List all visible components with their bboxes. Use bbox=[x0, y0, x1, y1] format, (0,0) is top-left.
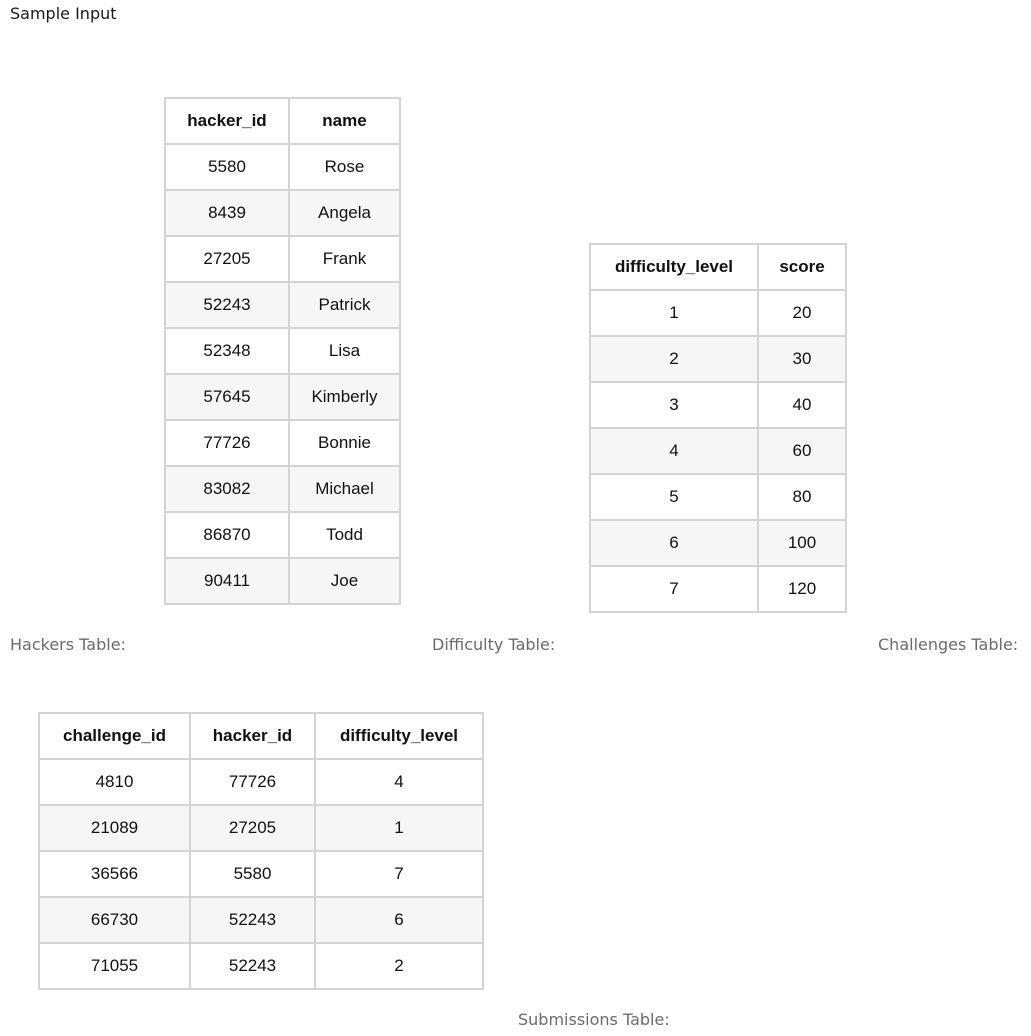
table-cell: 4 bbox=[315, 759, 483, 805]
table-row bbox=[165, 420, 400, 466]
table-cell: 4 bbox=[590, 428, 758, 474]
hackers-table-caption: Hackers Table: bbox=[10, 635, 126, 654]
table-cell: 27205 bbox=[190, 805, 315, 851]
table-cell: 80 bbox=[758, 474, 846, 520]
table-row bbox=[590, 474, 846, 520]
table-row bbox=[590, 520, 846, 566]
table-row bbox=[39, 897, 483, 943]
column-header-score: score bbox=[758, 244, 846, 290]
table-row bbox=[590, 566, 846, 612]
challenges-table bbox=[38, 712, 484, 990]
table-cell: 100 bbox=[758, 520, 846, 566]
table-cell: 4810 bbox=[39, 759, 190, 805]
table-row bbox=[165, 558, 400, 604]
table-cell: Michael bbox=[289, 466, 400, 512]
table-cell: 5580 bbox=[165, 144, 289, 190]
table-cell: 3 bbox=[590, 382, 758, 428]
table-cell: Joe bbox=[289, 558, 400, 604]
table-cell: Lisa bbox=[289, 328, 400, 374]
table-row bbox=[39, 759, 483, 805]
table-cell: 27205 bbox=[165, 236, 289, 282]
table-row bbox=[165, 144, 400, 190]
table-row bbox=[165, 374, 400, 420]
table-cell: 66730 bbox=[39, 897, 190, 943]
table-row bbox=[39, 943, 483, 989]
submissions-table-caption: Submissions Table: bbox=[518, 1010, 670, 1029]
column-header-challenge-id: challenge_id bbox=[39, 713, 190, 759]
table-cell: 83082 bbox=[165, 466, 289, 512]
table-cell: Bonnie bbox=[289, 420, 400, 466]
table-row bbox=[165, 236, 400, 282]
table-cell: 5 bbox=[590, 474, 758, 520]
table-row bbox=[39, 805, 483, 851]
table-row bbox=[165, 512, 400, 558]
column-header-hacker-id: hacker_id bbox=[165, 98, 289, 144]
table-cell: 7 bbox=[315, 851, 483, 897]
table-cell: 86870 bbox=[165, 512, 289, 558]
table-row bbox=[39, 851, 483, 897]
column-header-difficulty-level: difficulty_level bbox=[590, 244, 758, 290]
column-header-name: name bbox=[289, 98, 400, 144]
table-cell: 36566 bbox=[39, 851, 190, 897]
table-row bbox=[590, 428, 846, 474]
table-cell: Todd bbox=[289, 512, 400, 558]
table-cell: 120 bbox=[758, 566, 846, 612]
table-cell: 20 bbox=[758, 290, 846, 336]
table-cell: 52243 bbox=[165, 282, 289, 328]
table-cell: 2 bbox=[315, 943, 483, 989]
table-cell: 1 bbox=[315, 805, 483, 851]
table-cell: 52348 bbox=[165, 328, 289, 374]
column-header-difficulty-level: difficulty_level bbox=[315, 713, 483, 759]
table-cell: 30 bbox=[758, 336, 846, 382]
table-cell: 7 bbox=[590, 566, 758, 612]
table-cell: Frank bbox=[289, 236, 400, 282]
table-cell: 1 bbox=[590, 290, 758, 336]
table-row bbox=[165, 466, 400, 512]
table-cell: 77726 bbox=[165, 420, 289, 466]
table-header-row bbox=[39, 713, 483, 759]
table-cell: 52243 bbox=[190, 897, 315, 943]
table-cell: 8439 bbox=[165, 190, 289, 236]
table-cell: 21089 bbox=[39, 805, 190, 851]
table-cell: 57645 bbox=[165, 374, 289, 420]
table-row bbox=[165, 190, 400, 236]
table-cell: 90411 bbox=[165, 558, 289, 604]
table-header-row bbox=[165, 98, 400, 144]
table-header-row bbox=[590, 244, 846, 290]
difficulty-table-caption: Difficulty Table: bbox=[432, 635, 556, 654]
hackers-table bbox=[164, 97, 401, 605]
table-cell: 60 bbox=[758, 428, 846, 474]
table-cell: 6 bbox=[315, 897, 483, 943]
table-row bbox=[590, 336, 846, 382]
table-cell: 71055 bbox=[39, 943, 190, 989]
table-row bbox=[590, 290, 846, 336]
sample-input-heading: Sample Input bbox=[10, 4, 117, 23]
table-cell: 40 bbox=[758, 382, 846, 428]
table-cell: Kimberly bbox=[289, 374, 400, 420]
table-cell: Angela bbox=[289, 190, 400, 236]
table-cell: 77726 bbox=[190, 759, 315, 805]
table-cell: 6 bbox=[590, 520, 758, 566]
table-cell: 52243 bbox=[190, 943, 315, 989]
table-cell: 5580 bbox=[190, 851, 315, 897]
table-row bbox=[590, 382, 846, 428]
challenges-table-caption: Challenges Table: bbox=[878, 635, 1019, 654]
table-cell: Patrick bbox=[289, 282, 400, 328]
table-row bbox=[165, 282, 400, 328]
table-cell: 2 bbox=[590, 336, 758, 382]
difficulty-table bbox=[589, 243, 847, 613]
table-row bbox=[165, 328, 400, 374]
table-cell: Rose bbox=[289, 144, 400, 190]
column-header-hacker-id: hacker_id bbox=[190, 713, 315, 759]
